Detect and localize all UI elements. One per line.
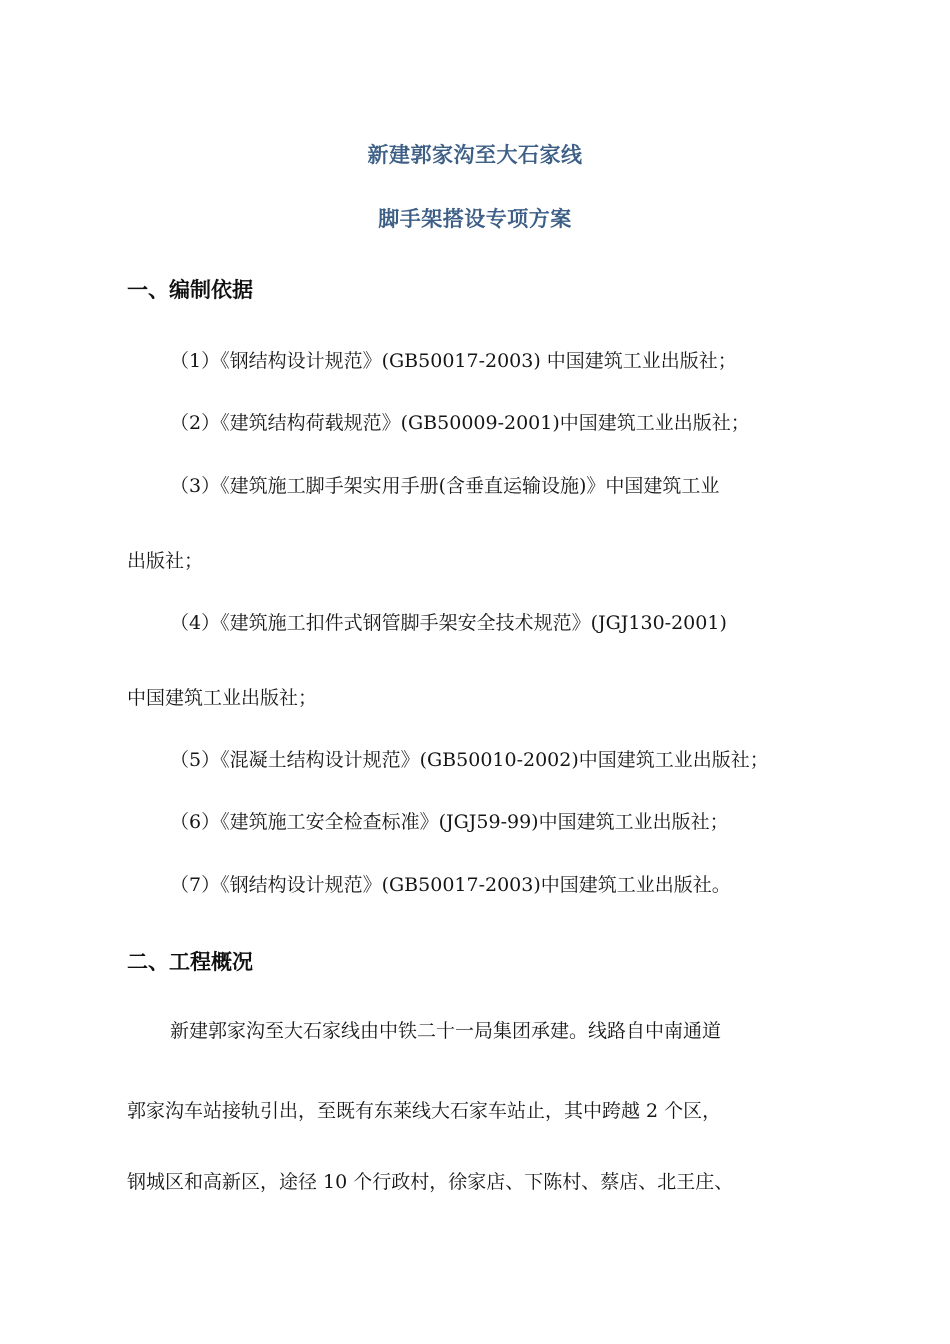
reference-item-4: （4）《建筑施工扣件式钢管脚手架安全技术规范》(JGJ130-2001) <box>170 612 727 634</box>
reference-item-3: （3）《建筑施工脚手架实用手册(含垂直运输设施)》中国建筑工业 <box>170 475 720 497</box>
reference-item-7: （7）《钢结构设计规范》(GB50017-2003)中国建筑工业出版社。 <box>170 874 731 896</box>
section-heading-basis: 一、编制依据 <box>127 278 253 302</box>
overview-paragraph-line-2: 郭家沟车站接轨引出，至既有东莱线大石家车站止，其中跨越 2 个区， <box>127 1100 722 1122</box>
section-heading-overview: 二、工程概况 <box>127 950 253 974</box>
reference-item-5: （5）《混凝土结构设计规范》(GB50010-2002)中国建筑工业出版社； <box>170 749 769 771</box>
document-title-line-2: 脚手架搭设专项方案 <box>378 207 572 231</box>
reference-item-4-continuation: 中国建筑工业出版社； <box>127 687 318 709</box>
reference-item-6: （6）《建筑施工安全检查标准》(JGJ59-99)中国建筑工业出版社； <box>170 811 729 833</box>
reference-item-2: （2）《建筑结构荷载规范》(GB50009-2001)中国建筑工业出版社； <box>170 412 750 434</box>
reference-item-3-continuation: 出版社； <box>127 550 204 572</box>
overview-paragraph-line-1: 新建郭家沟至大石家线由中铁二十一局集团承建。线路自中南通道 <box>170 1020 722 1042</box>
overview-paragraph-line-3: 钢城区和高新区，途径 10 个行政村，徐家店、下陈村、蔡店、北王庄、 <box>127 1171 734 1193</box>
document-title-line-1: 新建郭家沟至大石家线 <box>367 143 583 167</box>
reference-item-1: （1）《钢结构设计规范》(GB50017-2003) 中国建筑工业出版社； <box>170 350 737 372</box>
